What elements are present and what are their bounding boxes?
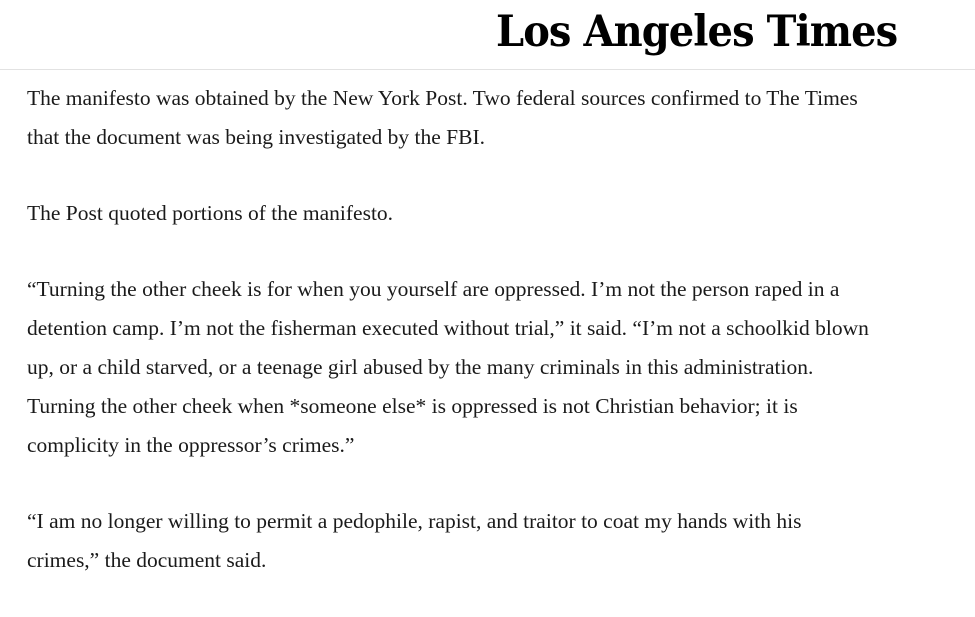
article-paragraph: The manifesto was obtained by the New York Post. Two federal sources confirmed to The Times that the document was being investigated by the FBI. — [27, 86, 858, 149]
article-body — [27, 79, 957, 617]
site-header — [0, 0, 975, 70]
article-paragraph: The Post quoted portions of the manifesto. — [27, 201, 394, 225]
article-paragraph: “I am no longer willing to permit a pedophile, rapist, and traitor to coat my hands with his crimes,” the document said. — [27, 509, 802, 572]
article-paragraph: “Turning the other cheek is for when you yourself are oppressed. I’m not the person raped in a detention camp. I’m not the fisherman executed without trial,” it said. “I’m not a schoolkid blown up, or a child starved, or a teenage girl abused by the many criminals in this administration. Turning the other cheek when *someone else* is oppressed is not Christian behavior; it is complicity in the oppressor’s crimes.” — [27, 277, 869, 457]
site-logo[interactable]: Los Angeles Times — [496, 7, 898, 57]
